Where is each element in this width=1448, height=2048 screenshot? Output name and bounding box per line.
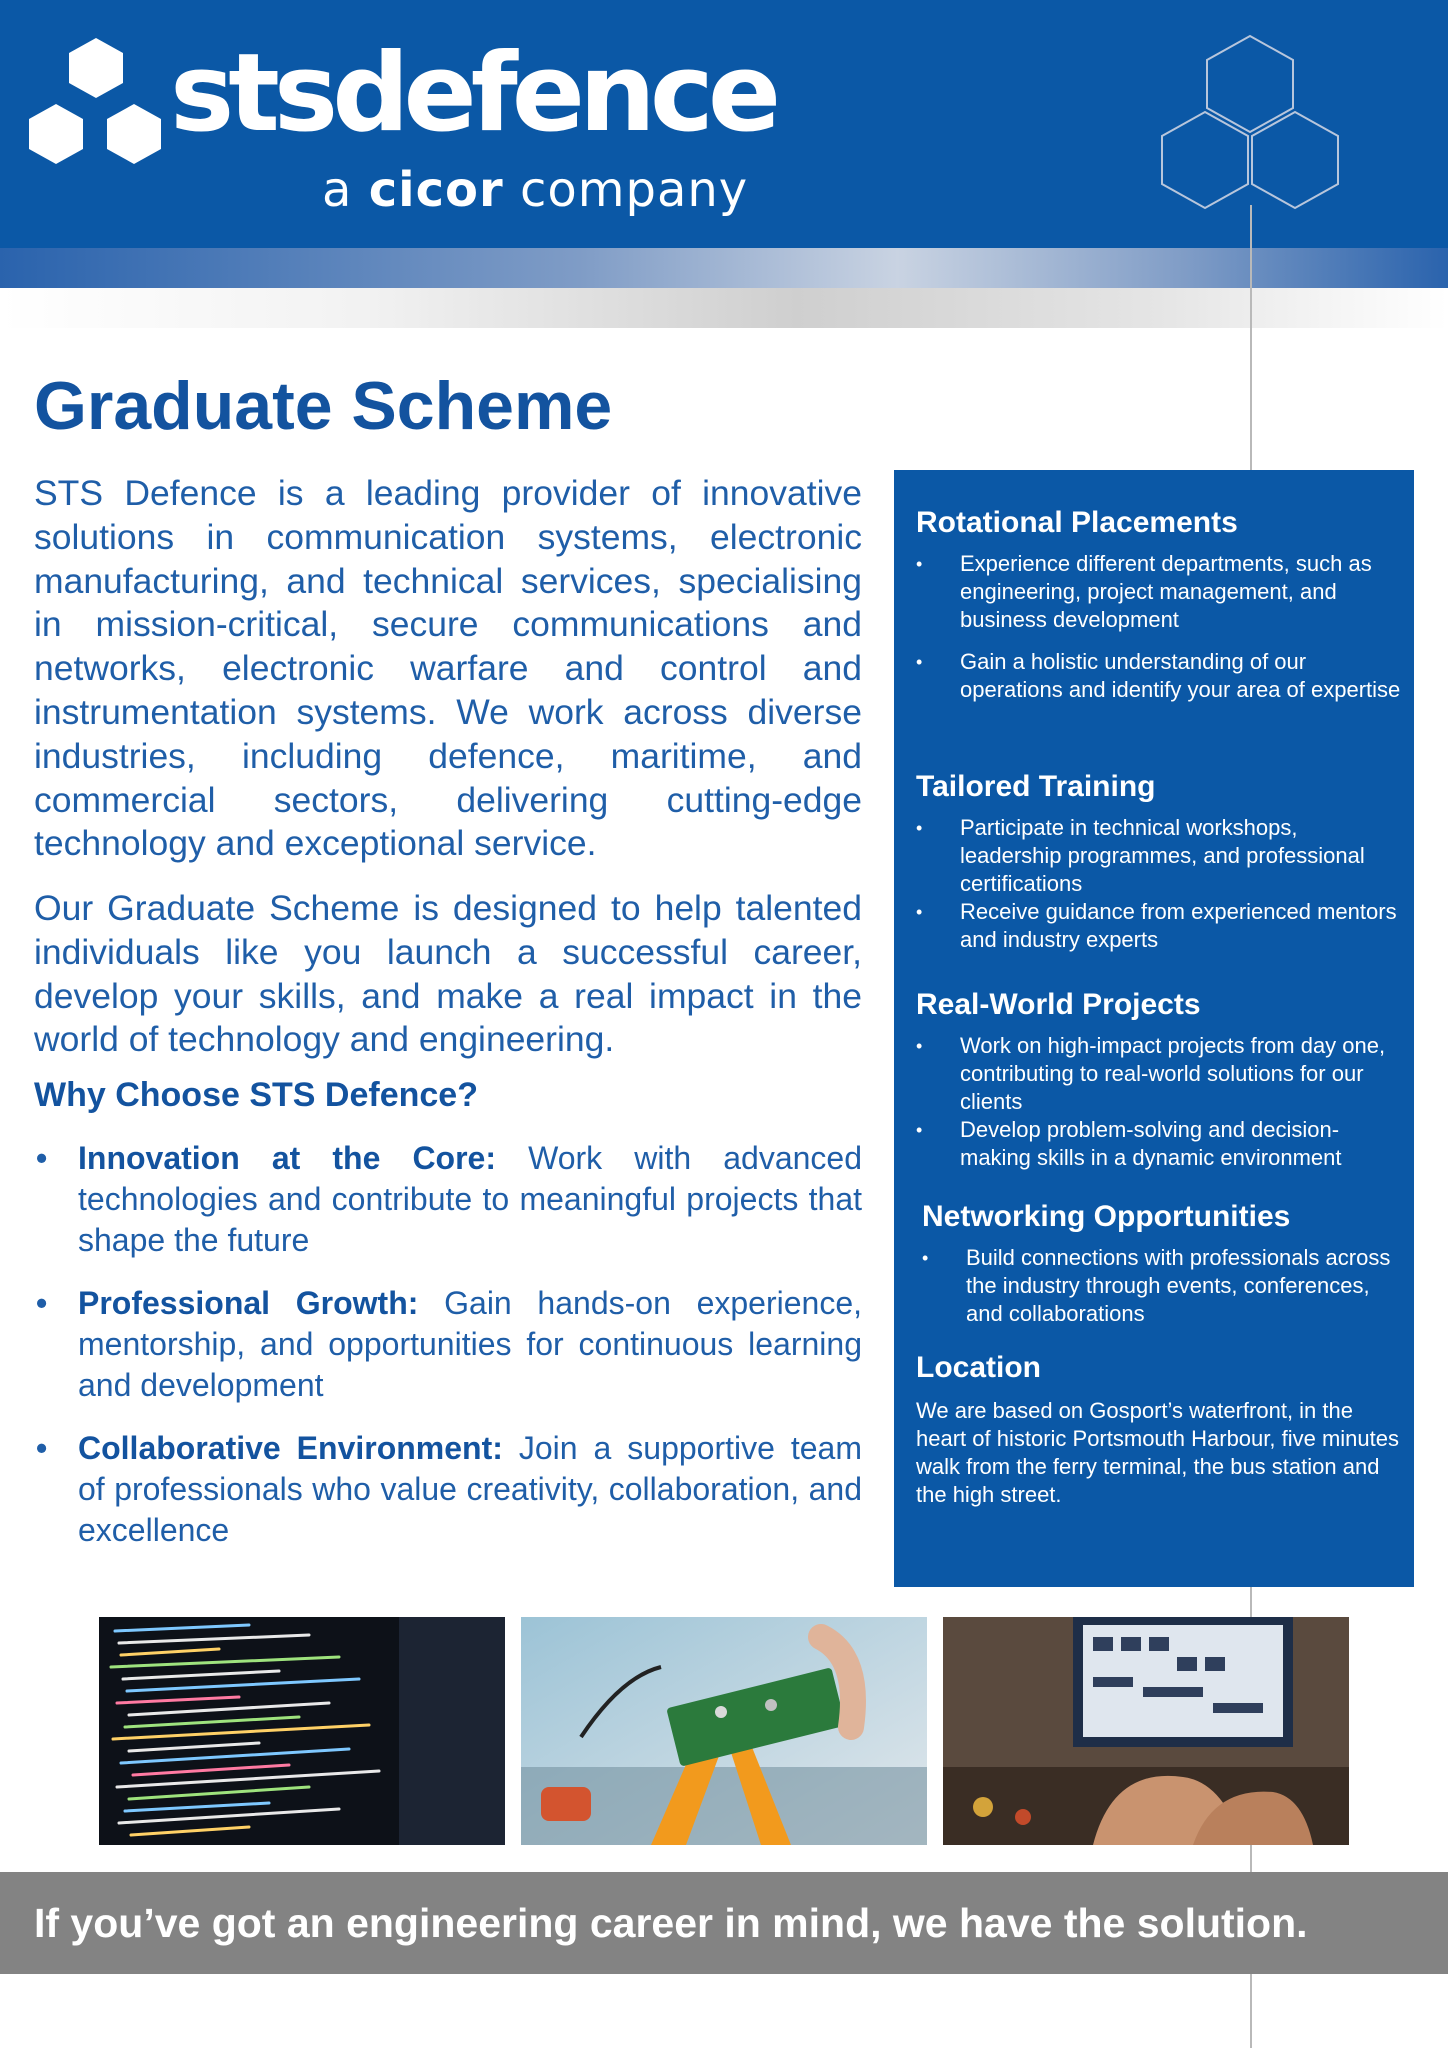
code-screen-photo [99,1617,505,1845]
why-heading: Why Choose STS Defence? [34,1076,478,1114]
list-item [916,1032,1402,1116]
training-item: Receive guidance from experienced mentors and industry experts [960,899,1397,952]
list-item [922,1244,1408,1328]
networking-heading: Networking Opportunities [922,1200,1291,1233]
projects-item: Work on high-impact projects from day one, contributing to real-world solutions for our clients [960,1033,1386,1114]
list-item [916,814,1402,898]
list-item [34,1283,862,1406]
hexagon-outline-icon [1150,28,1350,228]
rotational-section [916,508,1402,718]
list-item [916,898,1402,954]
bullet-icon: • [916,1036,923,1056]
brand-tagline [322,162,749,218]
rotational-item: Experience different departments, such as engineering, project management, and business development [960,551,1372,632]
lab-computer-hands-photo [943,1617,1349,1845]
location-section [916,1353,1402,1509]
benefit-lead: Professional Growth: [78,1285,419,1321]
list-item [916,1116,1402,1172]
benefit-text: Gain hands-on experience, mentorship, and opportunities for continuous learning and development [78,1285,863,1403]
header-banner [0,0,1448,248]
bullet-icon: • [36,1140,48,1176]
training-item: Participate in technical workshops, leadership programmes, and professional certifications [960,815,1365,896]
bullet-icon: • [36,1285,48,1321]
benefit-text: Work with advanced technologies and contribute to meaningful projects that shape the future [78,1140,863,1258]
bullet-icon: • [916,902,923,922]
footer-slogan: If you’ve got an engineering career in mind, we have the solution. [34,1900,1308,1946]
footer-banner [0,1872,1448,1974]
location-heading: Location [916,1351,1041,1384]
header-gradient-band [0,248,1448,288]
training-heading: Tailored Training [916,770,1156,803]
brand-wordmark: stsdefence [170,31,776,156]
list-item [34,1138,862,1261]
list-item [34,1428,862,1551]
tagline-prefix: a [322,162,353,218]
networking-section [922,1202,1408,1342]
page-title: Graduate Scheme [34,368,613,444]
networking-item: Build connections with professionals across the industry through events, conferences, and collaborations [966,1245,1391,1326]
benefit-text: Join a supportive team of professionals who value creativity, collaboration, and excellence [78,1430,862,1548]
benefits-list [34,1138,862,1573]
location-text: We are based on Gosport’s waterfront, in the heart of historic Portsmouth Harbour, five minutes walk from the ferry terminal, the bus station and the high street. [916,1398,1399,1507]
projects-heading: Real-World Projects [916,988,1201,1021]
rotational-heading: Rotational Placements [916,506,1238,539]
header-grey-fade [0,288,1448,328]
projects-item: Develop problem-solving and decision-making skills in a dynamic environment [960,1117,1342,1170]
tagline-suffix: company [519,162,749,218]
list-item [916,648,1402,704]
bullet-icon: • [916,652,923,672]
bullet-icon: • [922,1248,929,1268]
circuit-board-soldering-photo [521,1617,927,1845]
hexagon-logo-icon [26,36,166,168]
bullet-icon: • [36,1430,48,1466]
bullet-icon: • [916,554,923,574]
benefit-lead: Innovation at the Core: [78,1140,497,1176]
projects-section [916,990,1402,1186]
intro-paragraph-1: STS Defence is a leading provider of innovative solutions in communication systems, electronic manufacturing, and technical services, specialising in mission-critical, secure communications and networks, electronic warfare and control and instrumentation systems. We work across diverse industries, including defence, maritime, and commercial sectors, delivering cutting-edge technology and exceptional service. [34,473,862,864]
benefit-lead: Collaborative Environment: [78,1430,503,1466]
tagline-company: cicor [368,162,504,218]
rotational-item: Gain a holistic understanding of our operations and identify your area of expertise [960,649,1401,702]
training-section [916,772,1402,968]
scheme-features-panel [894,470,1414,1587]
list-item [916,550,1402,634]
bullet-icon: • [916,1120,923,1140]
intro-paragraph-2: Our Graduate Scheme is designed to help talented individuals like you launch a successful career, develop your skills, and make a real impact in the world of technology and engineering. [34,888,862,1060]
bullet-icon: • [916,818,923,838]
